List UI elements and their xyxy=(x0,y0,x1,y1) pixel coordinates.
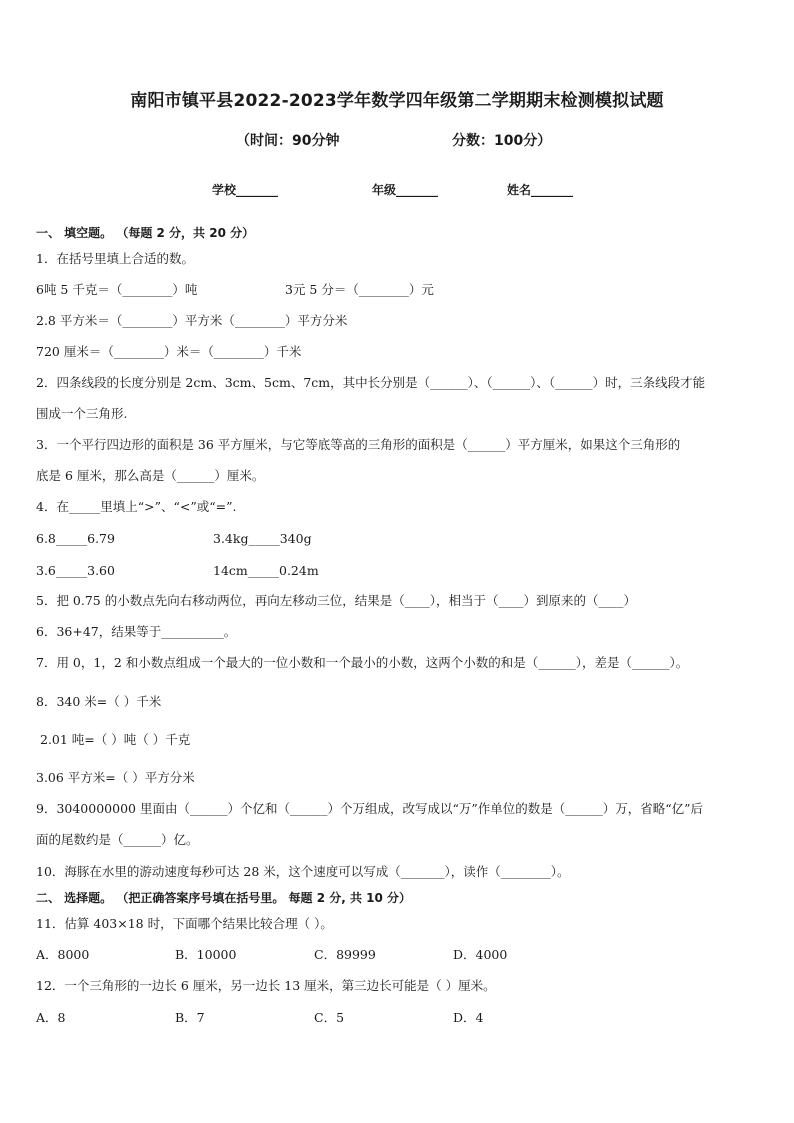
section-heading-choice: 二、 选择题。 （把正确答案序号填在括号里。 每题 2 分, 共 10 分） xyxy=(36,891,412,905)
question-10: 10．海豚在水里的游动速度每秒可达 28 米，这个速度可以写成（_______），读作（________）。 xyxy=(36,864,570,879)
q4-item-b: 3.4kg_____340g xyxy=(213,531,312,546)
exam-title: 南阳市镇平县2022-2023学年数学四年级第二学期期末检测模拟试题 xyxy=(130,91,664,111)
q12-option-a: A．8 xyxy=(36,1010,66,1025)
q1-item-c: 2.8 平方米＝（________）平方米（________）平方分米 xyxy=(36,313,348,328)
q12-option-b: B．7 xyxy=(175,1010,205,1025)
question-3-cont: 底是 6 厘米，那么高是（______）厘米。 xyxy=(36,468,265,483)
q12-option-c: C．5 xyxy=(314,1010,345,1025)
q8-item-c: 3.06 平方米=（ ）平方分米 xyxy=(36,770,195,785)
grade-field: 年级_______ xyxy=(372,183,439,197)
q12-option-d: D．4 xyxy=(453,1010,484,1025)
question-7: 7．用 0，1，2 和小数点组成一个最大的一位小数和一个最小的小数，这两个小数的和是（______），差是（______）。 xyxy=(36,655,689,670)
q8-item-b: 2.01 吨=（ ）吨（ ）千克 xyxy=(40,732,191,747)
question-4: 4．在_____里填上“>”、“<”或“=”. xyxy=(36,499,237,514)
question-5: 5．把 0.75 的小数点先向右移动两位，再向左移动三位，结果是（____），相当于（____）到原来的（____） xyxy=(36,593,636,608)
question-6: 6．36+47，结果等于__________。 xyxy=(36,624,237,639)
q1-item-b: 3元 5 分＝（________）元 xyxy=(285,282,434,297)
question-1: 1．在括号里填上合适的数。 xyxy=(36,251,194,266)
question-9-cont: 面的尾数约是（______）亿。 xyxy=(36,832,199,847)
question-2-cont: 围成一个三角形. xyxy=(36,406,128,421)
q1-item-d: 720 厘米＝（________）米＝（________）千米 xyxy=(36,344,302,359)
q11-option-d: D．4000 xyxy=(453,947,508,962)
exam-score: 分数：100分） xyxy=(452,133,552,149)
question-3: 3．一个平行四边形的面积是 36 平方厘米，与它等底等高的三角形的面积是（______）平方厘米，如果这个三角形的 xyxy=(36,437,681,452)
section-heading-fill: 一、 填空题。 （每题 2 分，共 20 分） xyxy=(36,226,255,240)
q4-item-d: 14cm_____0.24m xyxy=(213,563,319,578)
q4-item-c: 3.6_____3.60 xyxy=(36,563,115,578)
school-field: 学校_______ xyxy=(212,183,279,197)
question-2: 2．四条线段的长度分别是 2cm、3cm、5cm、7cm，其中长分别是（______）、（______）、（______）时，三条线段才能 xyxy=(36,375,706,390)
question-12: 12．一个三角形的一边长 6 厘米，另一边长 13 厘米，第三边长可能是（ ）厘米。 xyxy=(36,978,496,993)
question-8: 8．340 米=（ ）千米 xyxy=(36,694,162,709)
question-11: 11．估算 403×18 时，下面哪个结果比较合理（ ）。 xyxy=(36,916,333,931)
q11-option-b: B．10000 xyxy=(175,947,237,962)
question-9: 9．3040000000 里面由（______）个亿和（______）个万组成，改写成以“万”作单位的数是（______）万，省略“亿”后 xyxy=(36,801,704,816)
q11-option-a: A．8000 xyxy=(36,947,90,962)
q1-item-a: 6吨 5 千克＝（________）吨 xyxy=(36,282,198,297)
q11-option-c: C．89999 xyxy=(314,947,376,962)
name-field: 姓名_______ xyxy=(507,183,574,197)
exam-time: （时间：90分钟 xyxy=(236,133,340,149)
q4-item-a: 6.8_____6.79 xyxy=(36,531,115,546)
